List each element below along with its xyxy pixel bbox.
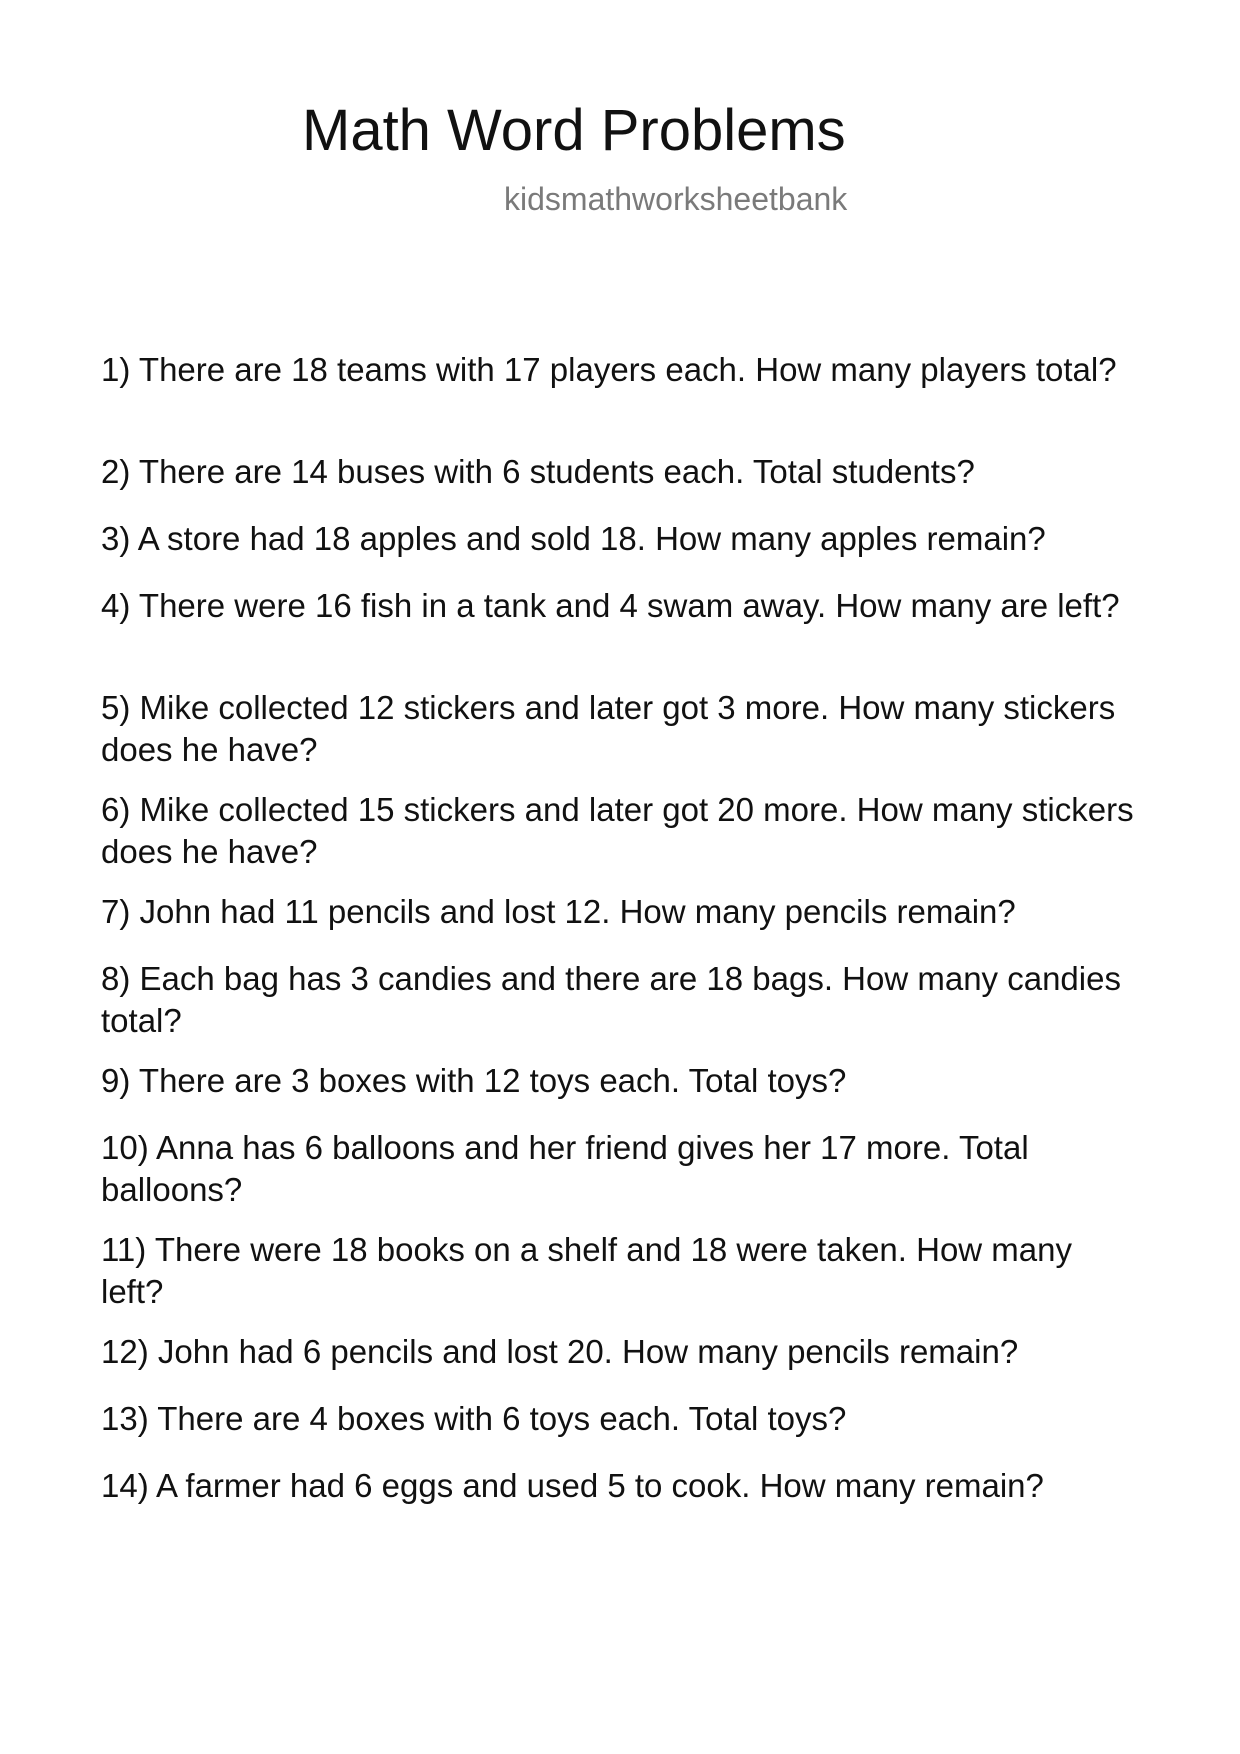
site-watermark: kidsmathworksheetbank — [504, 181, 848, 217]
problem-item: 13) There are 4 boxes with 6 toys each. Total toys? — [101, 1400, 847, 1437]
problem-item: 10) Anna has 6 balloons and her friend gives her 17 more. Total balloons? — [101, 1129, 1029, 1208]
problem-item: 6) Mike collected 15 stickers and later got 20 more. How many stickers does he have? — [101, 791, 1134, 870]
problem-item: 11) There were 18 books on a shelf and 18 were taken. How many left? — [101, 1231, 1073, 1310]
problem-item: 3) A store had 18 apples and sold 18. How many apples remain? — [101, 520, 1046, 557]
problem-item: 1) There are 18 teams with 17 players each. How many players total? — [101, 351, 1117, 388]
page-title: Math Word Problems — [302, 98, 846, 163]
problem-item: 7) John had 11 pencils and lost 12. How many pencils remain? — [101, 893, 1016, 930]
problem-item: 14) A farmer had 6 eggs and used 5 to cook. How many remain? — [101, 1467, 1044, 1504]
problem-item: 4) There were 16 fish in a tank and 4 swam away. How many are left? — [101, 587, 1120, 624]
problem-item: 8) Each bag has 3 candies and there are 18 bags. How many candies total? — [101, 960, 1121, 1039]
problem-item: 5) Mike collected 12 stickers and later got 3 more. How many stickers does he have? — [101, 689, 1116, 768]
problem-item: 2) There are 14 buses with 6 students each. Total students? — [101, 453, 975, 490]
problem-item: 12) John had 6 pencils and lost 20. How many pencils remain? — [101, 1333, 1019, 1370]
problem-item: 9) There are 3 boxes with 12 toys each. Total toys? — [101, 1062, 847, 1099]
